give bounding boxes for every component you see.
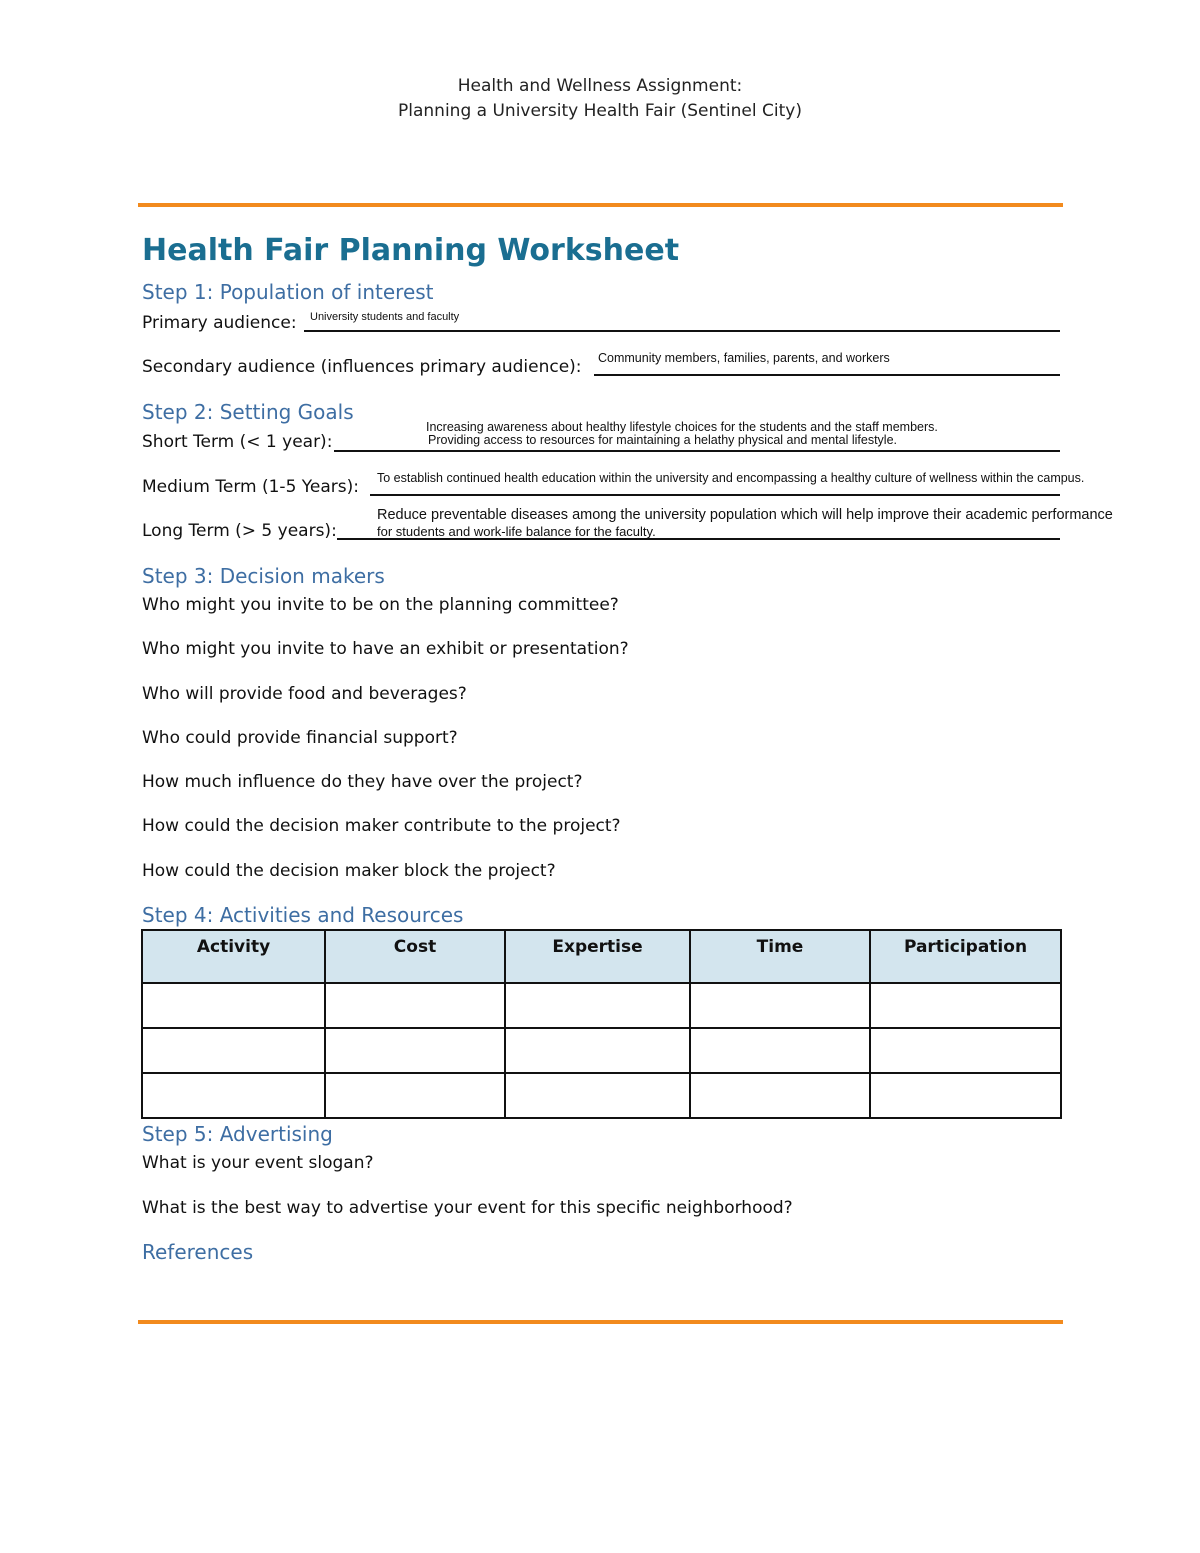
table-row [142, 1028, 1061, 1073]
primary-audience-value: University students and faculty [310, 311, 460, 323]
table-cell[interactable] [325, 983, 505, 1028]
table-cell[interactable] [690, 1073, 870, 1118]
table-row [142, 1073, 1061, 1118]
question-contribute: How could the decision maker contribute to the project? [142, 816, 621, 836]
table-cell[interactable] [505, 1028, 690, 1073]
references-heading: References [142, 1240, 254, 1264]
step1-heading: Step 1: Population of interest [142, 280, 434, 304]
table-cell[interactable] [870, 1073, 1061, 1118]
question-planning-committee: Who might you invite to be on the planning committee? [142, 595, 619, 615]
column-header-time: Time [690, 930, 870, 983]
short-term-field[interactable] [334, 450, 1060, 452]
table-cell[interactable] [870, 1028, 1061, 1073]
column-header-expertise: Expertise [505, 930, 690, 983]
secondary-audience-value: Community members, families, parents, and workers [598, 351, 890, 365]
primary-audience-label: Primary audience: [142, 313, 297, 333]
table-row [142, 983, 1061, 1028]
secondary-audience-label: Secondary audience (influences primary audience): [142, 357, 582, 377]
column-header-cost: Cost [325, 930, 505, 983]
table-header-row [142, 930, 1061, 983]
long-term-value-line1: Reduce preventable diseases among the university population which will help improve their academic performance [377, 507, 1113, 523]
bottom-divider [138, 1320, 1063, 1324]
short-term-value-line1: Increasing awareness about healthy lifestyle choices for the students and the staff members. [426, 420, 938, 434]
activities-resources-table [141, 929, 1062, 1119]
question-influence: How much influence do they have over the project? [142, 772, 583, 792]
short-term-label: Short Term (< 1 year): [142, 432, 333, 452]
medium-term-field[interactable] [370, 494, 1060, 496]
long-term-value-line2: for students and work-life balance for the faculty. [377, 524, 656, 539]
worksheet-title: Health Fair Planning Worksheet [142, 233, 680, 268]
table-cell[interactable] [325, 1073, 505, 1118]
short-term-value-line2: Providing access to resources for maintaining a helathy physical and mental lifestyle. [428, 433, 897, 447]
table-cell[interactable] [505, 1073, 690, 1118]
step3-heading: Step 3: Decision makers [142, 564, 385, 588]
assignment-header-line1: Health and Wellness Assignment: [457, 76, 743, 96]
table-cell[interactable] [142, 1028, 325, 1073]
question-exhibit-presentation: Who might you invite to have an exhibit or presentation? [142, 639, 629, 659]
table-cell[interactable] [690, 1028, 870, 1073]
column-header-participation: Participation [870, 930, 1061, 983]
table-cell[interactable] [690, 983, 870, 1028]
question-financial-support: Who could provide financial support? [142, 728, 458, 748]
question-block: How could the decision maker block the project? [142, 861, 556, 881]
column-header-activity: Activity [142, 930, 325, 983]
table-cell[interactable] [142, 983, 325, 1028]
primary-audience-field[interactable] [304, 330, 1060, 332]
table-cell[interactable] [505, 983, 690, 1028]
long-term-label: Long Term (> 5 years): [142, 521, 337, 541]
medium-term-value: To establish continued health education within the university and encompassing a healthy culture of wellness within the campus. [377, 471, 1085, 485]
step4-heading: Step 4: Activities and Resources [142, 903, 464, 927]
step5-heading: Step 5: Advertising [142, 1122, 333, 1146]
long-term-field[interactable] [337, 538, 1060, 540]
table-cell[interactable] [870, 983, 1061, 1028]
question-food-beverages: Who will provide food and beverages? [142, 684, 467, 704]
step2-heading: Step 2: Setting Goals [142, 400, 354, 424]
table-cell[interactable] [325, 1028, 505, 1073]
top-divider [138, 203, 1063, 207]
assignment-header-line2: Planning a University Health Fair (Sentinel City) [398, 101, 802, 121]
question-event-slogan: What is your event slogan? [142, 1153, 374, 1173]
question-advertise: What is the best way to advertise your event for this specific neighborhood? [142, 1198, 793, 1218]
table-cell[interactable] [142, 1073, 325, 1118]
secondary-audience-field[interactable] [594, 374, 1060, 376]
medium-term-label: Medium Term (1-5 Years): [142, 477, 359, 497]
